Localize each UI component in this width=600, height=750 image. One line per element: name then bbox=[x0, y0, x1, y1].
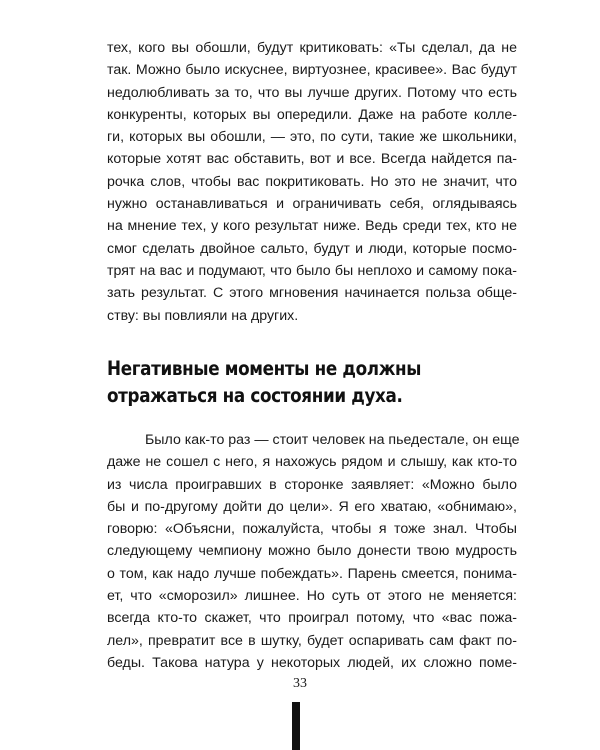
paragraph-2 bbox=[107, 429, 520, 674]
text-line: ет, что «сморозил» лишнее. Но суть от этого не меняется: bbox=[107, 588, 517, 605]
text-line: беды. Такова натура у некоторых людей, их сложно поме- bbox=[107, 654, 517, 671]
text-line: на мнение тех, у кого результат ниже. Ведь среди тех, кто не bbox=[107, 218, 517, 235]
page-edge-marker bbox=[292, 702, 300, 750]
text-line: так. Можно было искуснее, виртуознее, красивее». Вас будут bbox=[107, 62, 517, 79]
text-line: нужно останавливаться и ограничивать себя, оглядываясь bbox=[107, 196, 517, 213]
text-line: даже не сошел с него, я нахожусь рядом и слышу, как кто-то bbox=[107, 454, 517, 471]
text-line: трят на вас и подумают, что было бы неплохо и самому пока- bbox=[107, 262, 517, 279]
text-line: из числа проигравших в сторонке заявляет: «Можно было bbox=[107, 476, 517, 493]
text-line: зать результат. С этого мгновения начинается польза обще- bbox=[107, 285, 517, 302]
text-line: тех, кого вы обошли, будут критиковать: «Ты сделал, да не bbox=[107, 40, 517, 56]
text-line: лел», превратит все в шутку, будет оспаривать сам факт по- bbox=[107, 632, 517, 649]
text-line: смог сделать двойное сальто, будут и люди, которые посмо- bbox=[107, 240, 517, 257]
text-line: недолюбливать за то, что вы лучше других. Потому что есть bbox=[107, 84, 517, 101]
text-line: конкуренты, которых вы опередили. Даже на работе колле- bbox=[107, 106, 517, 123]
section-heading bbox=[107, 355, 468, 409]
text-line: говорю: «Объясни, пожалуйста, чтобы я тоже знал. Чтобы bbox=[107, 521, 517, 538]
paragraph-1 bbox=[107, 37, 517, 327]
text-line: о том, как надо лучше побеждать». Парень смеется, понима- bbox=[107, 565, 517, 582]
text-line: рочка слов, чтобы вас покритиковать. Но это не значит, что bbox=[107, 173, 517, 190]
text-line: следующему чемпиону можно было донести твою мудрость bbox=[107, 543, 517, 560]
text-line: всегда кто-то скажет, что проиграл потому, что «вас пожа- bbox=[107, 610, 517, 627]
text-line: ги, которых вы обошли, — это, по сути, такие же школьники, bbox=[107, 129, 517, 146]
heading-line: Негативные моменты не должны bbox=[107, 357, 422, 380]
page-number: 33 bbox=[293, 676, 307, 691]
text-line: которые хотят вас обставить, вот и все. Всегда найдется па- bbox=[107, 151, 517, 168]
text-line: бы и по-другому дойти до цели». Я его хватаю, «обнимаю», bbox=[107, 498, 517, 515]
text-line: Было как-то раз — стоит человек на пьедестале, он еще bbox=[145, 432, 520, 448]
heading-line: отражаться на состоянии духа. bbox=[107, 384, 403, 407]
text-line: ству: вы повлияли на других. bbox=[107, 307, 299, 324]
